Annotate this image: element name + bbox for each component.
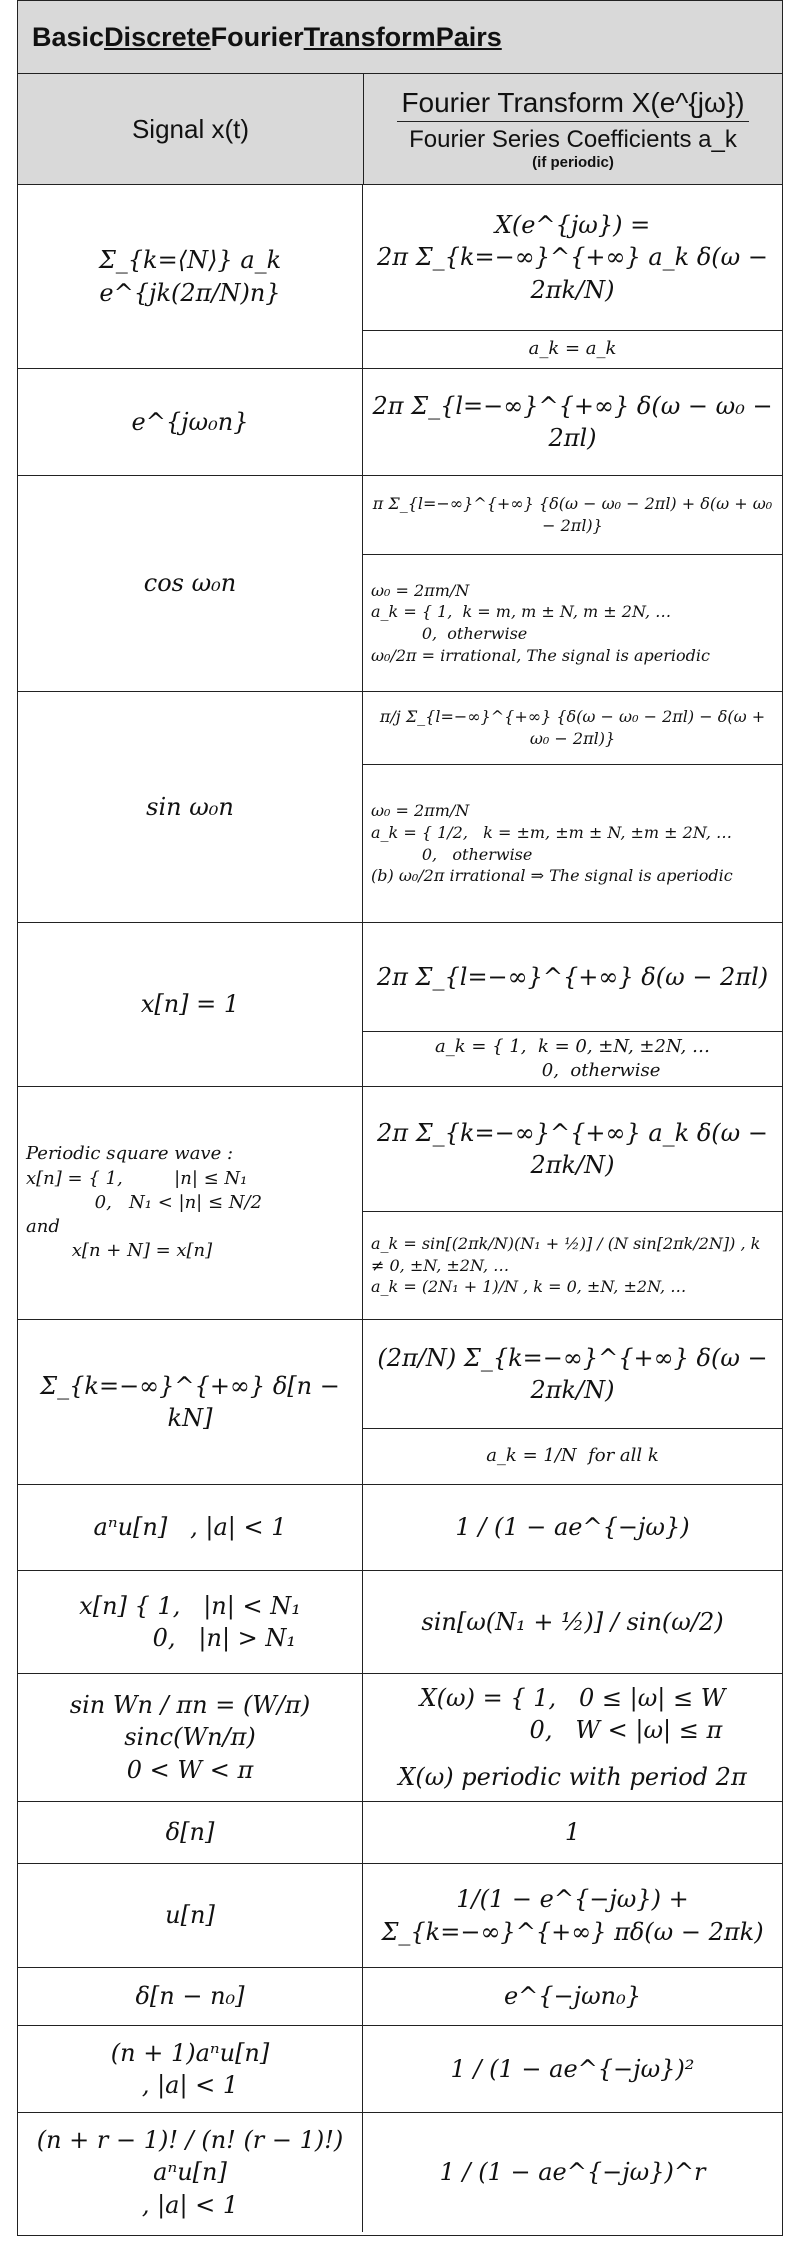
title-text: Discrete <box>104 21 211 52</box>
transform-cell: X(ω) = { 1, 0 ≤ |ω| ≤ W 0, W < |ω| ≤ π <box>419 1683 726 1744</box>
transform-cell: 2π Σ_{l=−∞}^{+∞} δ(ω − ω₀ − 2πl) <box>372 391 781 452</box>
coeff-cell: ω₀ = 2πm/N a_k = { 1, k = m, m ± N, m ± 2N, … 0, otherwise ω₀/2π = irrational, The signal is aperiodic <box>371 580 710 665</box>
transform-cell: 1 / (1 − ae^{−jω}) <box>455 1513 690 1542</box>
title-text: Transform <box>303 21 436 52</box>
transform-cell: 1/(1 − e^{−jω}) + Σ_{k=−∞}^{+∞} πδ(ω − 2πk) <box>381 1885 764 1946</box>
table-row <box>18 692 782 923</box>
title-text: Basic <box>32 21 105 52</box>
signal-cell: sin Wn / πn = (W/π) sinc(Wn/π) 0 < W < π <box>69 1690 311 1784</box>
table-row <box>18 1674 782 1802</box>
transform-cell: X(e^{jω}) = 2π Σ_{k=−∞}^{+∞} a_k δ(ω − 2πk/N) <box>377 210 768 304</box>
table-row <box>18 1864 782 1968</box>
transform-cell: 2π Σ_{l=−∞}^{+∞} δ(ω − 2πl) <box>376 962 769 991</box>
table-row <box>18 2026 782 2113</box>
signal-cell: x[n] { 1, |n| < N₁ 0, |n| > N₁ <box>79 1591 301 1652</box>
transform-cell: sin[ω(N₁ + ½)] / sin(ω/2) <box>421 1607 724 1636</box>
signal-cell: cos ω₀n <box>143 569 237 598</box>
header-transform-cell <box>364 74 782 184</box>
coeff-cell: a_k = 1/N for all k <box>486 1445 659 1467</box>
transform-cell: 1 / (1 − ae^{−jω})^r <box>439 2158 706 2187</box>
coeff-cell: a_k = { 1, k = 0, ±N, ±2N, … 0, otherwise <box>435 1035 710 1081</box>
coeff-cell: a_k = sin[(2πk/N)(N₁ + ½)] / (N sin[2πk/2N]) , k ≠ 0, ±N, ±2N, … a_k = (2N₁ + 1)/N , k = 0, ±N, ±2N, … <box>371 1234 761 1297</box>
header-row <box>18 74 782 185</box>
table-row <box>18 1087 782 1320</box>
transform-cell: π/j Σ_{l=−∞}^{+∞} {δ(ω − ω₀ − 2πl) − δ(ω + ω₀ − 2πl)} <box>379 707 771 748</box>
table-row <box>18 476 782 692</box>
header-signal: Signal x(t) <box>18 74 364 184</box>
header-transform: Fourier Transform X(e^{jω}) <box>397 87 748 122</box>
title-text: Pairs <box>435 21 502 52</box>
fourier-pairs-table <box>17 0 783 2236</box>
table-title <box>18 1 782 74</box>
table-row <box>18 1320 782 1485</box>
signal-cell: δ[n − n₀] <box>135 1982 245 2011</box>
signal-cell: e^{jω₀n} <box>131 407 249 436</box>
table-row <box>18 923 782 1087</box>
transform-cell: e^{−jωn₀} <box>503 1982 642 2011</box>
table-row <box>18 369 782 476</box>
table-row <box>18 1485 782 1571</box>
table-row <box>18 185 782 369</box>
signal-cell: aⁿu[n] , |a| < 1 <box>93 1513 287 1542</box>
transform-cell: 1 <box>564 1818 581 1847</box>
table-row <box>18 1802 782 1864</box>
signal-cell: (n + r − 1)! / (n! (r − 1)!) aⁿu[n] , |a| < 1 <box>36 2125 344 2219</box>
signal-cell: Σ_{k=⟨N⟩} a_k e^{jk(2π/N)n} <box>98 246 289 307</box>
transform-cell: 2π Σ_{k=−∞}^{+∞} a_k δ(ω − 2πk/N) <box>377 1118 776 1179</box>
transform-cell: 1 / (1 − ae^{−jω})² <box>450 2054 695 2083</box>
signal-cell: Periodic square wave : x[n] = { 1, |n| ≤ N₁ 0, N₁ < |n| ≤ N/2 and x[n + N] = x[n] <box>26 1143 263 1262</box>
header-periodic-note: (if periodic) <box>532 154 614 171</box>
coeff-cell: X(ω) periodic with period 2π <box>398 1763 747 1792</box>
transform-cell: π Σ_{l=−∞}^{+∞} {δ(ω − ω₀ − 2πl) + δ(ω + ω₀ − 2πl)} <box>372 494 778 535</box>
title-text: Fourier <box>210 21 304 52</box>
coeff-cell: ω₀ = 2πm/N a_k = { 1/2, k = ±m, ±m ± N, ±m ± 2N, … 0, otherwise (b) ω₀/2π irrational ⇒ The signal is aperiodic <box>371 801 733 886</box>
signal-cell: u[n] <box>165 1901 215 1930</box>
coeff-cell: a_k = a_k <box>528 338 617 360</box>
transform-cell: (2π/N) Σ_{k=−∞}^{+∞} δ(ω − 2πk/N) <box>377 1343 776 1404</box>
signal-cell: δ[n] <box>165 1818 215 1847</box>
table-row <box>18 1968 782 2026</box>
table-row <box>18 2113 782 2232</box>
signal-cell: sin ω₀n <box>146 792 234 821</box>
table-row <box>18 1571 782 1674</box>
signal-cell: Σ_{k=−∞}^{+∞} δ[n − kN] <box>40 1371 348 1432</box>
header-series: Fourier Series Coefficients a_k <box>409 126 737 153</box>
signal-cell: (n + 1)aⁿu[n] , |a| < 1 <box>110 2038 270 2099</box>
signal-cell: x[n] = 1 <box>140 990 240 1019</box>
